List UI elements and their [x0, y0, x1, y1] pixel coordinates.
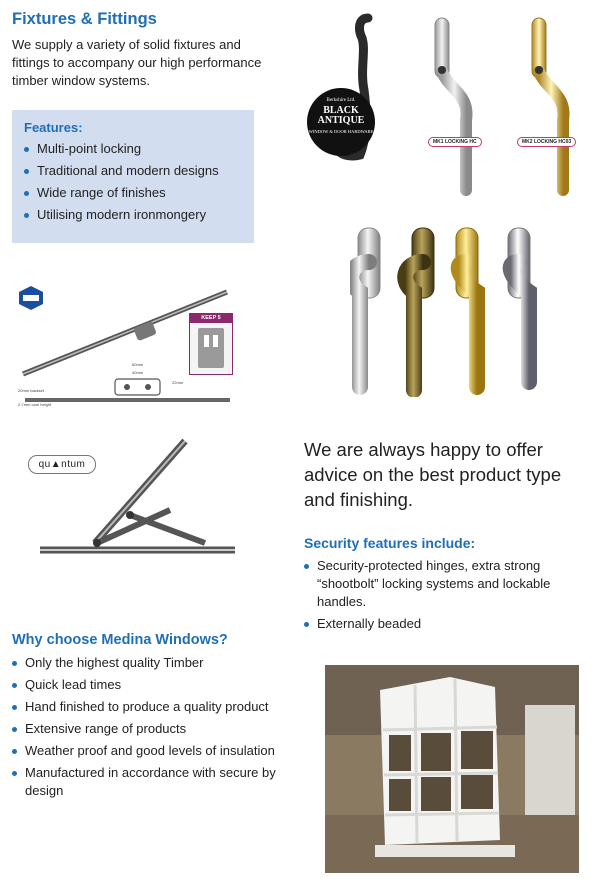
dim-label: 22mm: [172, 380, 184, 385]
features-heading: Features:: [24, 120, 83, 135]
dim-label: 20mm backset: [18, 388, 45, 393]
badge-line: WINDOW & DOOR HARDWARE: [308, 129, 374, 134]
badge-line: BLACK ANTIQUE: [317, 105, 365, 126]
list-item: Traditional and modern designs: [23, 162, 248, 180]
features-list: [23, 140, 248, 228]
intro-text: We supply a variety of solid fixtures and fittings to accompany our high performance timber window systems.: [12, 37, 262, 88]
features-box: [12, 110, 254, 243]
quantum-logo: qu▲ntum: [28, 455, 96, 474]
mk2-label: MK2 LOCKING HC03: [517, 137, 576, 147]
list-item: Multi-point locking: [23, 140, 248, 158]
workshop-window-photo: [325, 665, 579, 873]
list-item: Security-protected hinges, extra strong “shootbolt” locking systems and lockable handles.: [303, 557, 588, 611]
black-antique-badge: [307, 88, 375, 156]
list-item: Wide range of finishes: [23, 184, 248, 202]
list-item: Only the highest quality Timber: [11, 654, 276, 672]
dim-label: 40mm: [132, 370, 144, 375]
keep-5-diagram: [189, 313, 233, 375]
why-list: [11, 654, 276, 804]
list-item: Utilising modern ironmongery: [23, 206, 248, 224]
security-list: [303, 557, 588, 637]
list-item: Quick lead times: [11, 676, 276, 694]
list-item: Externally beaded: [303, 615, 588, 633]
page-title: Fixtures & Fittings: [12, 10, 157, 28]
mk1-label: MK1 LOCKING HC: [428, 137, 482, 147]
list-item: Hand finished to produce a quality product: [11, 698, 276, 716]
badge-line: Berkshire Ltd.: [326, 98, 356, 103]
four-handles-image: [350, 222, 590, 397]
keep-label: KEEP 5: [190, 314, 232, 323]
why-heading: Why choose Medina Windows?: [12, 632, 228, 648]
keep-icon: [190, 323, 232, 373]
dim-label: 2-7mm cam height: [18, 402, 52, 407]
list-item: Manufactured in accordance with secure by design: [11, 764, 276, 800]
list-item: Extensive range of products: [11, 720, 276, 738]
list-item: Weather proof and good levels of insulation: [11, 742, 276, 760]
advice-text: We are always happy to offer advice on the best product type and finishing.: [304, 439, 562, 510]
security-heading: Security features include:: [304, 535, 476, 551]
friction-hinge-image: [35, 435, 245, 560]
dim-label: 60mm: [132, 362, 144, 367]
